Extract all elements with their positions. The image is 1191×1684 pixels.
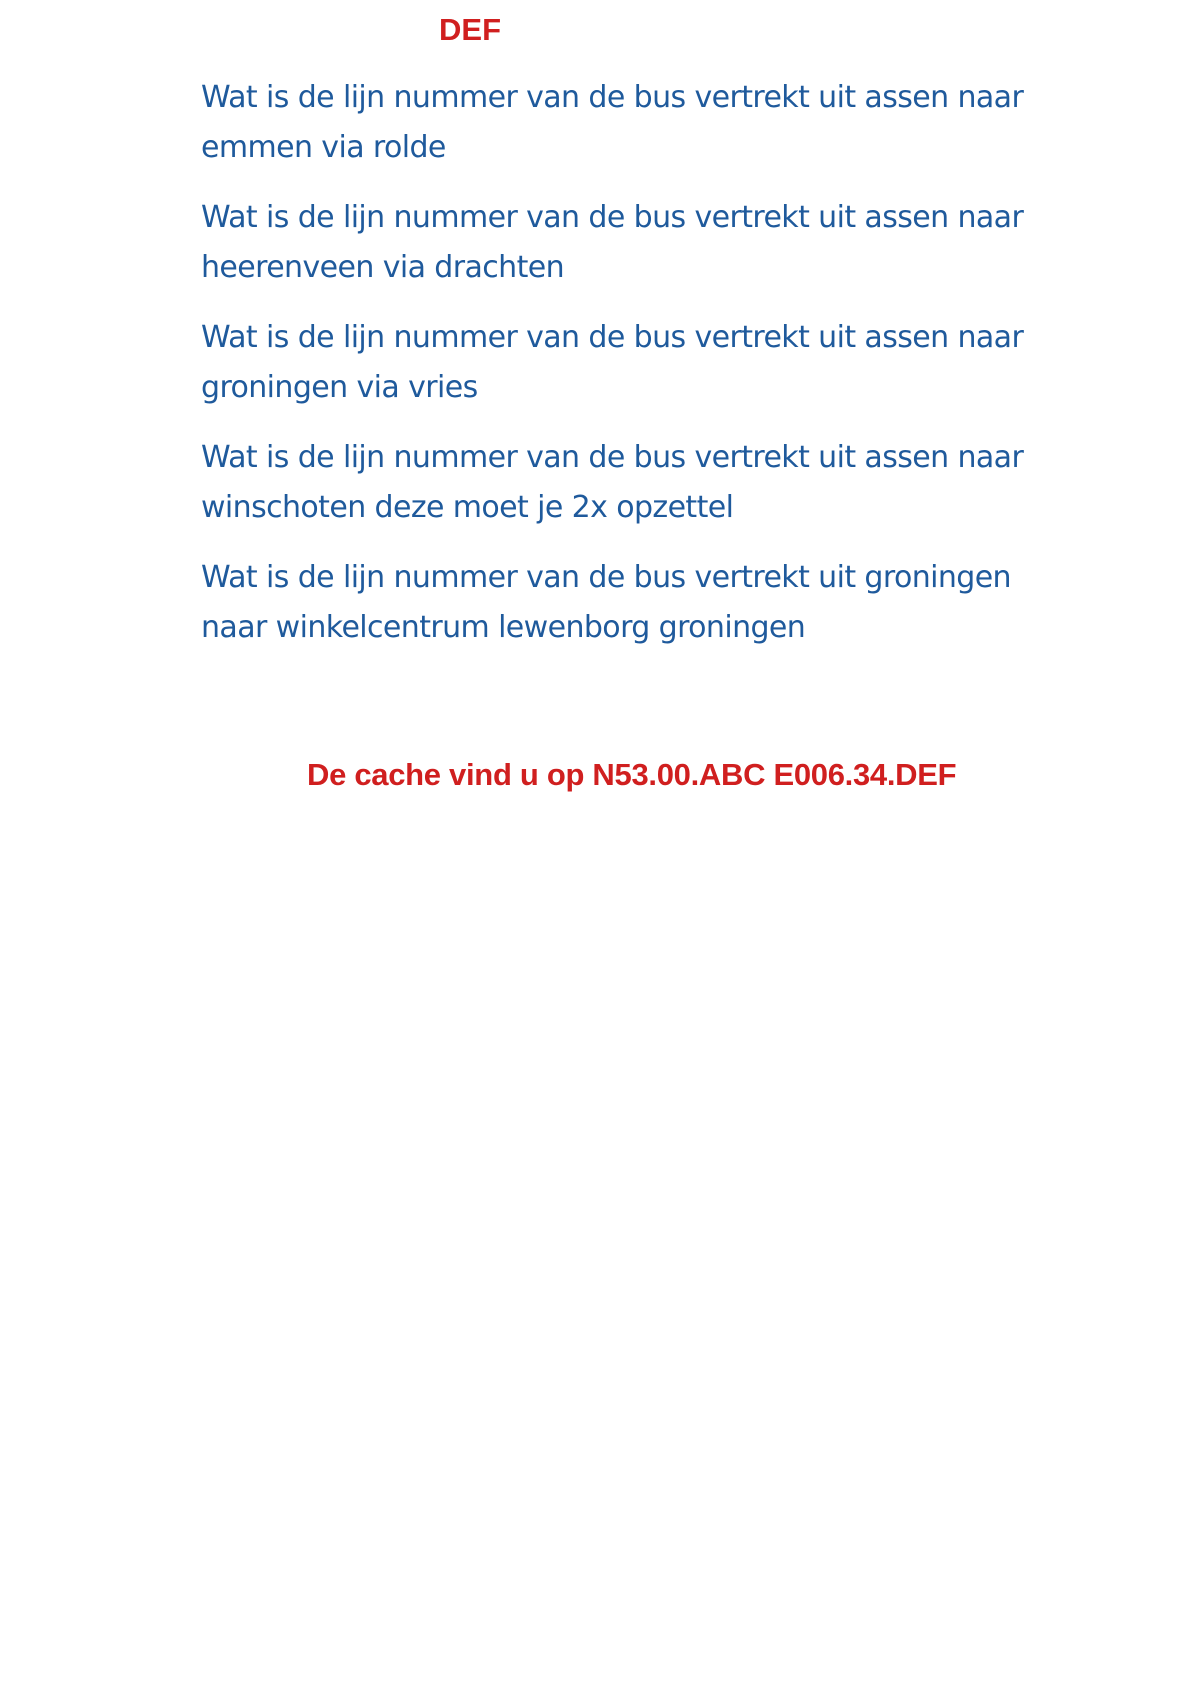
question-line: Wat is de lijn nummer van de bus vertrekt uit assen naar [201, 320, 1024, 355]
question-line: Wat is de lijn nummer van de bus vertrekt uit assen naar [201, 200, 1024, 235]
question-item [201, 313, 1091, 413]
question-line: naar winkelcentrum lewenborg groningen [201, 610, 806, 645]
page-heading: DEF [439, 12, 501, 47]
question-line: Wat is de lijn nummer van de bus vertrekt uit groningen [201, 560, 1011, 595]
question-line: Wat is de lijn nummer van de bus vertrekt uit assen naar [201, 80, 1024, 115]
question-item [201, 433, 1091, 533]
question-line: winschoten deze moet je 2x opzettel [201, 490, 734, 525]
question-line: groningen via vries [201, 370, 478, 405]
question-item [201, 73, 1091, 173]
question-line: emmen via rolde [201, 130, 446, 165]
question-line: Wat is de lijn nummer van de bus vertrekt uit assen naar [201, 440, 1024, 475]
question-item [201, 193, 1091, 293]
question-item [201, 553, 1091, 653]
question-list [201, 73, 1091, 673]
cache-location-text: De cache vind u op N53.00.ABC E006.34.DEF [307, 757, 957, 792]
question-line: heerenveen via drachten [201, 250, 565, 285]
